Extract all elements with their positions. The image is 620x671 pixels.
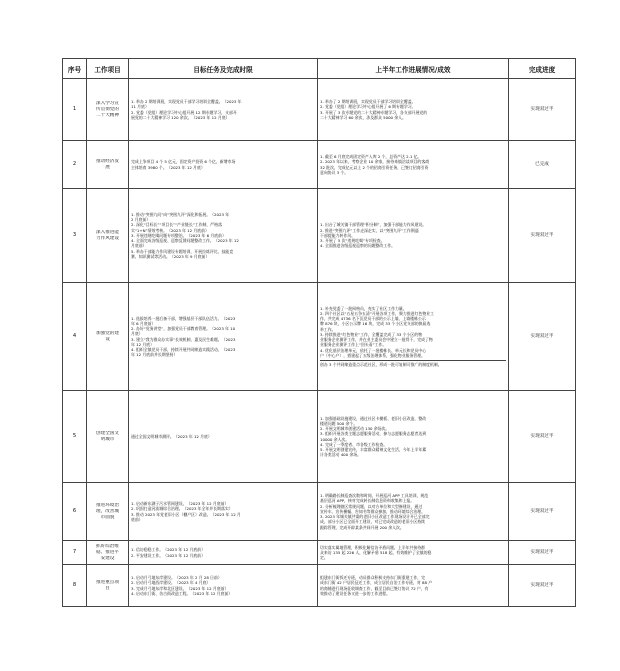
row-progress-line: 计各类活动 400 余场。 <box>320 452 362 458</box>
row-target-line: 4. 组织全镇党员干部，持续开展共同缔造实践活动。（2023 <box>131 346 236 352</box>
row-target-line: 完成上争项目 4 个 5 亿元，固定资产投资 6 个亿，新增市场 <box>131 159 236 165</box>
row-target-line: 年 12 月底） <box>131 341 154 347</box>
row-item-line: 市面貌 <box>100 514 115 520</box>
row-progress-line: 意向协议 3 个。 <box>320 169 349 175</box>
row-seq: 5 <box>63 391 87 483</box>
header-seq: 序号 <box>63 59 87 79</box>
row-target-line: 2. 深化“目标长”“项目长”“产业链长”工作制，严格落 <box>131 222 222 228</box>
row-item <box>87 541 129 565</box>
row-progress-line: 3. 持续推进“红色物业”工作，全覆盖完成了 33 个小区的物 <box>320 331 422 337</box>
table-body <box>63 79 576 607</box>
row-status: 实现双过半 <box>509 79 576 141</box>
row-seq: 6 <box>63 483 87 541</box>
row-item-line: 设 <box>105 336 110 342</box>
row-progress-line: 1. 明确路长制巡查次数和时间，开展巡河 APP 工具培训，规范 <box>320 493 429 499</box>
row-status: 实现双过半 <box>509 541 576 565</box>
row-seq: 4 <box>63 283 87 391</box>
row-target-line: 底前） <box>131 516 143 522</box>
row-progress-line: 作，共完成 4736 名下沉党员干部的公示上墙，上墙楼栋公示 <box>320 316 426 322</box>
row-progress-line: 众来访 135 起 226 人，化解矛盾 518 起，有效维护了全镇的稳 <box>320 549 432 555</box>
row-status: 实现双过半 <box>509 189 576 283</box>
header-row <box>63 59 576 79</box>
row-item <box>87 565 129 607</box>
row-seq: 7 <box>63 541 87 565</box>
row-target-line: 1. 启动月弓地东岸建设。（2023 年 2 月 28 日前） <box>131 575 222 581</box>
row-progress-line: 组建东门街拆迁专班，动员群众积极支持东门街重建工作，完 <box>320 575 426 581</box>
row-progress <box>318 79 509 141</box>
progress-table <box>62 58 576 607</box>
row-item-line: 理，改善城 <box>96 508 119 514</box>
row-progress-line: 的商铺进行现场征收调查工作，截至目前已签订协议 72 户，有 <box>320 585 429 591</box>
row-progress <box>318 189 509 283</box>
row-status: 实现双过半 <box>509 483 576 541</box>
row-target <box>129 483 318 541</box>
row-target-line: 5. 举办干部能力作风建设专题培训，开展拉练评比、技能竞 <box>131 248 234 254</box>
table-row <box>63 283 576 391</box>
row-progress-line: 2. 推进“突围九评”工作走深走实，以“突围九评”工作倒逼 <box>320 227 419 233</box>
row-progress-line: 3. 2023 年城关镇共需的老旧小区改造工作现场设计开已全部完 <box>320 514 430 520</box>
row-progress-line: 1. 出台了城关镇干部管理“积分制”，加强干部能力作风建设。 <box>320 222 427 228</box>
row-target-line: 1. 推动“突围九问”向“突围九评”深化和拓展。（2023 年 <box>131 212 230 218</box>
row-target-line: 实“1+N”绩效考核。（2023 年 12 月底前） <box>131 227 209 233</box>
row-progress <box>318 541 509 565</box>
row-target-line: 1. 举办 2 期培训班，实现党员干部学习培训全覆盖。（2023 年 <box>131 99 242 105</box>
row-progress <box>318 283 509 391</box>
row-item <box>87 141 129 189</box>
row-target <box>129 79 318 141</box>
row-status: 实现双过半 <box>509 283 576 391</box>
row-progress-line: 32 批次，完成亿元以上 2 个的招商引资任务，已签订招商引资 <box>320 164 429 170</box>
row-target-line: 3. 完成月弓地东岸和北区建设。（2023 年 12 月底前） <box>131 585 229 591</box>
row-target <box>129 391 318 483</box>
row-item <box>87 79 129 141</box>
row-progress-line: 1. 补充党委了一批网格员，充实了社区工作力量。 <box>320 305 407 311</box>
row-progress-line: 3. 开展了 5 次“违规吃喝”专项检查。 <box>320 238 385 244</box>
row-item-line: 目 <box>105 585 110 591</box>
row-progress-line: 2. 党委（党组）理论学习中心组开展了 6 期专题学习。 <box>320 104 416 110</box>
row-target-line: 3. 推动 2023 年党老旧小区（棚户区）改造。（2023 年 12 月 <box>131 511 241 517</box>
table-row <box>63 141 576 189</box>
header-item: 工作项目 <box>87 59 129 79</box>
row-progress-line: 2. 分析梳理辖区常规问题，以对方单位和大型修建设，通过 <box>320 503 423 509</box>
row-item-line: 抓好综治维 <box>96 543 119 549</box>
row-item <box>87 391 129 483</box>
row-target-line: 年 6 月底前） <box>131 320 156 326</box>
row-progress-line: 成，部分小区已全面开工建设，对已完成改造的老旧小区持续 <box>320 519 426 525</box>
row-progress-line: 1. 截至 6 月底完成固定资产入库 2 个，总资产达 2.1 亿。 <box>320 154 422 160</box>
row-progress-line: 户（中心户），搭建起了五级治理体系，强化物业服务管理。 <box>320 352 426 358</box>
row-target-line: 2. 党委（党组）理论学习中心组开展 12 期专题学习，支部开 <box>131 109 237 115</box>
row-status: 已完成 <box>509 141 576 189</box>
row-progress-line: 成东门街 42 户居民征迁工作，成立居民自治工作专班，对 88 户 <box>320 580 433 586</box>
table-row <box>63 189 576 283</box>
row-item <box>87 483 129 541</box>
row-target-line: 1. 启动新东湖子污水管网建设。（2023 年 12 月底前） <box>131 501 229 507</box>
row-progress-line: 1. 举办了 2 期培训班，实现党员干部学习培训全覆盖。 <box>320 99 416 105</box>
row-item-line: 深入推进能 <box>96 229 119 235</box>
row-item-line: 稳、推进平 <box>96 549 119 555</box>
row-progress-line: 业服务企业测评工作，并在业主委员会中建立一批骨干，完成了物 <box>320 337 433 343</box>
row-target <box>129 541 318 565</box>
row-progress-line: 4. 全面推进各级巡视巡察的问题整改工作。 <box>320 243 395 249</box>
row-target-line: 月底前） <box>131 243 147 249</box>
row-seq: 2 <box>63 141 87 189</box>
row-item-line: 推进环境治 <box>96 502 119 508</box>
row-target-line: 2. 办好“党务讲堂”，加强党员干部教育管理。（2023 年 10 <box>131 326 236 332</box>
row-target-line: 1. 选拔培养一批后备干部，增强基层干部队伍活力。（2023 <box>131 315 236 321</box>
row-target-line: 通过全国文明城市测评。（2023 年 12 月底） <box>131 433 212 439</box>
row-target-line: 3. 建立“我为群众办实事”长效机制，惠及民生难题。（2023 <box>131 336 236 342</box>
row-progress-line: 5. 开展文明创建宣传，丰富群众精神文化生活，今年上半年累 <box>320 446 427 452</box>
row-target-line: 展党的二十大精神学习 120 余次。（2023 年 12 月底） <box>131 114 230 120</box>
row-target-line: 年 12 月底前并长期坚持） <box>131 352 178 358</box>
row-item-line: 创建全国文 <box>96 430 119 436</box>
row-item <box>87 189 129 283</box>
row-progress-line: 1. 加强基础设施建设，通过社区卡模板、老旧小区改造，整改 <box>320 415 427 421</box>
row-target <box>129 283 318 391</box>
row-target-line: 月底） <box>131 331 143 337</box>
row-seq: 1 <box>63 79 87 141</box>
row-target-line: 2. 平安建设工作。（2023 年 12 月底前） <box>131 552 206 558</box>
row-target-line: 4. 全面完成各级巡视、巡察反馈问题整改工作。（2023 年 12 <box>131 238 239 244</box>
table-row <box>63 541 576 565</box>
row-target <box>129 141 318 189</box>
row-progress-line: 牌 876 块，小区公示牌 16 块，完成 33 个小区党支部的换届选 <box>320 321 431 327</box>
row-progress-line: 楼道问题 500 余个。 <box>320 420 358 426</box>
row-status: 实现双过半 <box>509 391 576 483</box>
row-progress-line: 2. 开展文明城市创建活动 130 余场次。 <box>320 426 390 432</box>
row-target-line: 3. 开展违规吃喝问题专项整治。（2023 年 6 月底前） <box>131 232 226 238</box>
row-progress-line: 10000 余人次。 <box>320 436 350 442</box>
row-progress-line: 3. 开展了 3 次专题党的二十大精神专题学习，各支部开展党的 <box>320 109 428 115</box>
row-item-line: 加强党的建 <box>96 330 119 336</box>
table-row <box>63 79 576 141</box>
row-target-line: 主体培育 3980 个。（2023 年 12 月底） <box>131 164 205 170</box>
row-progress-line: 干部提能力转作风。 <box>320 232 356 238</box>
row-item <box>87 283 129 391</box>
row-progress-line: 举工作。 <box>320 326 336 332</box>
row-progress-line: 2. 四个社区以“五星五争五清”开展各项工作，聚力推进红色物业工 <box>320 311 435 317</box>
row-target-line: 4. 启动东门街、仿古街改造工程。（2023 年 12 月底前） <box>131 590 233 596</box>
row-progress <box>318 391 509 483</box>
row-target <box>129 565 318 607</box>
row-target-line: 11 月底） <box>131 104 149 110</box>
row-progress-line: 效推动了建设任务又进一步的工作进程。 <box>320 590 391 596</box>
row-target <box>129 189 318 283</box>
row-item-line: 深入学习宣 <box>96 100 119 106</box>
row-seq: 3 <box>63 189 87 283</box>
row-progress <box>318 565 509 607</box>
header-target: 目标任务及完成时限 <box>129 59 318 79</box>
row-progress-line: 业服务企业测评工作上“回头看”工作。 <box>320 342 387 348</box>
row-progress-line: 定。 <box>320 555 328 561</box>
row-seq: 8 <box>63 565 87 607</box>
header-progress: 上半年工作进展情况/成效 <box>318 59 509 79</box>
row-status: 实现双过半 <box>509 565 576 607</box>
row-item-line: 推动经济发 <box>96 158 119 164</box>
row-target-line: 2 月底前） <box>131 217 151 223</box>
row-progress <box>318 141 509 189</box>
row-target-line: 2. 启动月弓地西岸建设。（2023 年 4 月底） <box>131 580 211 586</box>
row-progress-line: 切实落实属地管理，积极化解信访矛盾问题。上半年共接待群 <box>320 544 426 550</box>
row-target-line: 赛、知识测试等活动。（2023 年 9 月底前） <box>131 253 210 259</box>
row-progress-line: 二十大精神学习 60 余次，涉及群众 5000 余人。 <box>320 114 406 120</box>
row-item-line: 展 <box>105 164 110 170</box>
row-progress-line: 跟踪管理，完成开辟某条共同开展 200 余人次。 <box>320 524 404 530</box>
row-progress-line: 4. 完成了一季度省、市各级工作检查。 <box>320 441 388 447</box>
row-progress-note: 创办 3 个共同缔造重点示范社区，形成一批可复制可推广的制度机制。 <box>320 360 506 367</box>
row-progress-line: 基层巡河 APP，核对完成转长制信息资料收集和上报。 <box>320 498 415 504</box>
row-item-line: 传贯彻党的 <box>96 106 119 112</box>
table-row <box>63 565 576 607</box>
row-progress-line: 2. 2023 年以来，考察企业 10 余家，接待来镇洽谈项目的客商 <box>320 159 430 165</box>
row-progress-line: 宣传车、宣传横幅、告知书等群众参加，推动环境综合治理。 <box>320 508 426 514</box>
row-progress-line: 4. 优化基层治理单元，依托了一批楼栋长、单元长和党员中心 <box>320 347 427 353</box>
row-item-line: 安建设 <box>100 555 115 561</box>
row-item-line: 力作风建设 <box>96 235 119 241</box>
row-progress-line: 3. 组织开展各类主题志愿服务活动，参与志愿服务志愿者达到 <box>320 431 427 437</box>
row-progress <box>318 483 509 541</box>
row-target-line: 1. 信访稳稳工作。（2023 年 12 月底前） <box>131 547 206 553</box>
header-status: 完成进度 <box>509 59 576 79</box>
table-row <box>63 391 576 483</box>
row-item-line: 二十大精神 <box>96 112 119 118</box>
row-item-line: 推进重点项 <box>96 579 119 585</box>
row-item-line: 明城市 <box>100 436 115 442</box>
row-target-line: 2. 巩固打造河流城综合治理。（2023 年全年并长期落实） <box>131 506 233 512</box>
table-row <box>63 483 576 541</box>
